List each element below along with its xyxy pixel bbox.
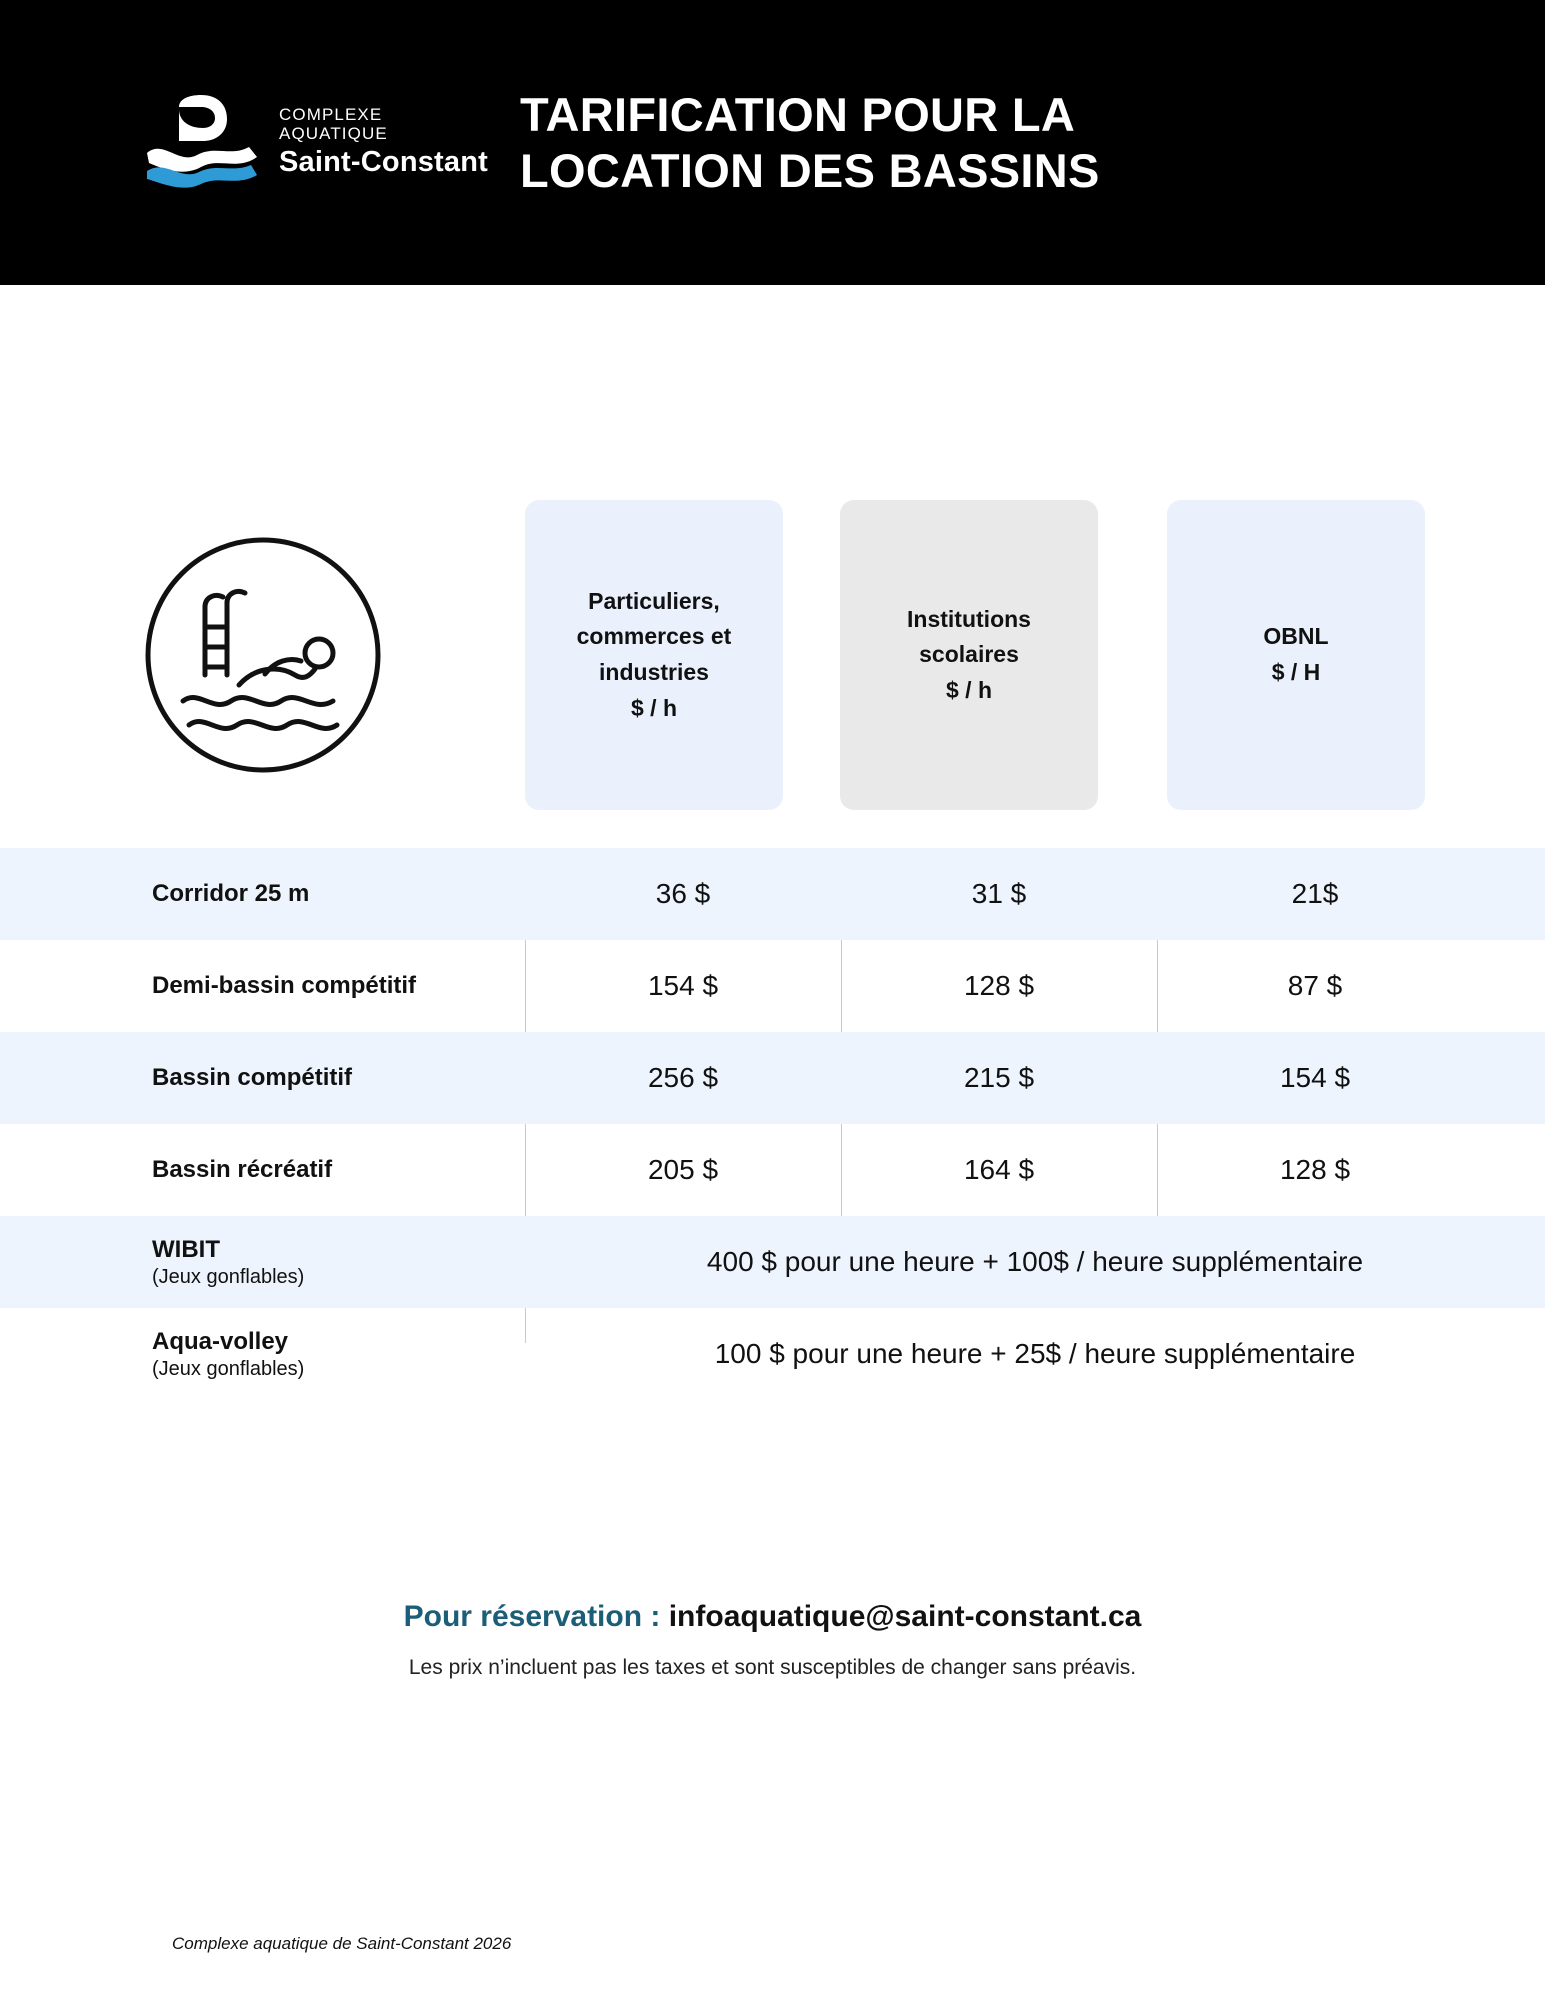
reservation-separator: : bbox=[642, 1600, 669, 1633]
row-label-sub: (Jeux gonflables) bbox=[152, 1357, 305, 1380]
row-value-particuliers: 205 $ bbox=[647, 1154, 719, 1185]
row-value-all: 400 $ pour une heure + 100$ / heure supplémentaire bbox=[706, 1246, 1364, 1277]
pricing-table bbox=[0, 500, 1545, 1400]
row-value-all: 100 $ pour une heure + 25$ / heure supplémentaire bbox=[714, 1338, 1356, 1369]
logo-text bbox=[279, 106, 490, 178]
aquatic-complex-logo-icon bbox=[145, 95, 265, 190]
row-value-obnl: 154 $ bbox=[1279, 1062, 1351, 1093]
row-value-institutions: 31 $ bbox=[971, 878, 1027, 909]
document-credit: Complexe aquatique de Saint-Constant 2026 bbox=[172, 1934, 512, 1953]
row-value-particuliers: 36 $ bbox=[655, 878, 711, 909]
column-header-institutions bbox=[840, 500, 1098, 810]
row-value-particuliers: 154 $ bbox=[647, 970, 719, 1001]
table-row bbox=[0, 1308, 1545, 1400]
page-title bbox=[520, 87, 1100, 198]
row-label: Demi-bassin compétitif bbox=[152, 972, 417, 999]
pool-swimmer-icon bbox=[143, 535, 383, 775]
row-label: Corridor 25 m bbox=[152, 880, 310, 907]
row-label bbox=[0, 1236, 525, 1289]
table-header-row bbox=[0, 500, 1545, 810]
disclaimer-text: Les prix n’incluent pas les taxes et sont susceptibles de changer sans préavis. bbox=[408, 1656, 1137, 1679]
column-header-particuliers-label: Particuliers, commerces et industries bbox=[576, 587, 732, 685]
row-value-institutions: 128 $ bbox=[963, 970, 1035, 1001]
pool-icon-cell bbox=[0, 500, 525, 810]
table-row bbox=[0, 848, 1545, 940]
column-header-institutions-label: Institutions scolaires bbox=[907, 605, 1031, 668]
row-label-main: WIBIT bbox=[152, 1235, 220, 1263]
row-value-institutions: 164 $ bbox=[963, 1154, 1035, 1185]
column-header-particuliers bbox=[525, 500, 783, 810]
row-label: Bassin récréatif bbox=[152, 1156, 333, 1183]
table-row bbox=[0, 1124, 1545, 1216]
column-header-particuliers-unit: $ / h bbox=[630, 694, 677, 721]
row-value-particuliers: 256 $ bbox=[647, 1062, 719, 1093]
reservation-label: Pour réservation bbox=[403, 1600, 643, 1633]
logo-line-2: Saint-Constant bbox=[279, 145, 489, 178]
column-header-obnl-unit: $ / H bbox=[1271, 659, 1321, 685]
table-row bbox=[0, 1216, 1545, 1308]
column-header-obnl bbox=[1167, 500, 1425, 810]
table-row bbox=[0, 940, 1545, 1032]
page-header bbox=[0, 0, 1545, 285]
table-row bbox=[0, 1032, 1545, 1124]
row-value-obnl: 128 $ bbox=[1279, 1154, 1351, 1185]
column-header-institutions-unit: $ / h bbox=[945, 676, 992, 703]
row-value-institutions: 215 $ bbox=[963, 1062, 1035, 1093]
page-title-line-1: TARIFICATION POUR LA bbox=[520, 88, 1076, 142]
row-label: Bassin compétitif bbox=[152, 1064, 353, 1091]
reservation-line bbox=[0, 1600, 1545, 1634]
row-value-obnl: 87 $ bbox=[1287, 970, 1343, 1001]
column-header-obnl-label: OBNL bbox=[1263, 623, 1329, 650]
row-label-main: Aqua-volley bbox=[152, 1327, 289, 1355]
row-value-obnl: 21$ bbox=[1291, 878, 1339, 909]
row-label bbox=[0, 1328, 525, 1381]
reservation-email-link[interactable]: infoaquatique@saint-constant.ca bbox=[668, 1600, 1142, 1633]
logo bbox=[60, 95, 490, 190]
page-title-line-2: LOCATION DES BASSINS bbox=[520, 143, 1100, 197]
logo-line-1: COMPLEXE AQUATIQUE bbox=[279, 105, 388, 144]
table-body bbox=[0, 848, 1545, 1400]
row-label-sub: (Jeux gonflables) bbox=[152, 1265, 305, 1288]
